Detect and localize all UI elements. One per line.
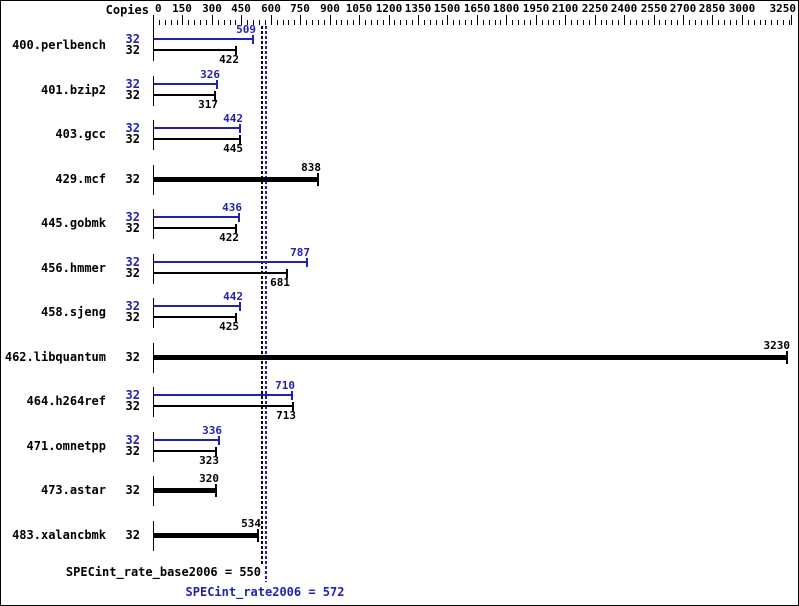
axis-tick-label: 3000 — [728, 2, 756, 15]
bar-value-label: 838 — [301, 161, 321, 174]
axis-minor-tick — [259, 20, 260, 25]
axis-tick-label: 2100 — [551, 2, 579, 15]
benchmark-label: 429.mcf — [55, 172, 106, 186]
axis-minor-tick — [171, 20, 172, 25]
axis-minor-tick — [665, 20, 666, 25]
axis-minor-tick — [377, 20, 378, 25]
axis-major-tick — [418, 15, 419, 25]
axis-minor-tick — [612, 20, 613, 25]
peak-bar — [154, 127, 241, 129]
axis-minor-tick — [730, 20, 731, 25]
axis-minor-tick — [430, 20, 431, 25]
bar-end-cap — [786, 351, 788, 364]
axis-major-tick — [712, 15, 713, 25]
axis-tick-label: 2400 — [610, 2, 638, 15]
axis-minor-tick — [500, 20, 501, 25]
copies-value: 32 — [125, 221, 140, 235]
peak-bar — [154, 216, 240, 218]
axis-tick-label: 0 — [155, 2, 162, 15]
copies-value: 32 — [125, 528, 140, 542]
axis-minor-tick — [659, 20, 660, 25]
copies-value: 32 — [125, 483, 140, 497]
axis-minor-tick — [559, 20, 560, 25]
base-bar — [154, 138, 241, 140]
copies-value: 32 — [125, 444, 140, 458]
axis-minor-tick — [777, 20, 778, 25]
bar-value-label: 317 — [198, 98, 218, 111]
axis-minor-tick — [577, 20, 578, 25]
copies-value: 32 — [125, 255, 140, 269]
axis-minor-tick — [754, 20, 755, 25]
axis-minor-tick — [312, 20, 313, 25]
axis-tick-label: 2250 — [581, 2, 609, 15]
copies-value: 32 — [125, 388, 140, 402]
base-bar — [154, 94, 216, 96]
benchmark-label: 483.xalancbmk — [12, 528, 106, 542]
bar-value-label: 436 — [222, 201, 242, 214]
copies-value: 32 — [125, 266, 140, 280]
axis-tick-label: 1950 — [522, 2, 550, 15]
peak-bar — [154, 38, 254, 40]
peak-bar — [154, 305, 241, 307]
benchmark-row — [1, 201, 798, 248]
benchmark-row — [1, 516, 798, 560]
axis-tick-label: 3250 — [769, 2, 796, 15]
bar-value-label: 787 — [290, 246, 310, 259]
bar-value-label: 442 — [223, 112, 243, 125]
axis-major-tick — [536, 15, 537, 25]
base-mean-label: SPECint_rate_base2006 = 550 — [65, 565, 261, 579]
axis-minor-tick — [159, 20, 160, 25]
benchmark-label: 456.hmmer — [40, 261, 106, 275]
axis-minor-tick — [489, 20, 490, 25]
axis-major-tick — [683, 15, 684, 25]
copies-value: 32 — [125, 121, 140, 135]
bar-value-label: 425 — [219, 320, 239, 333]
group-baseline — [153, 31, 154, 61]
axis-minor-tick — [306, 20, 307, 25]
axis-minor-tick — [648, 20, 649, 25]
group-baseline — [153, 76, 154, 106]
axis-minor-tick — [442, 20, 443, 25]
group-baseline — [153, 120, 154, 150]
copies-value: 32 — [125, 77, 140, 91]
copies-value: 32 — [125, 132, 140, 146]
axis-minor-tick — [771, 20, 772, 25]
axis-tick-label: 2850 — [698, 2, 726, 15]
axis-minor-tick — [383, 20, 384, 25]
bar-value-label: 326 — [200, 68, 220, 81]
axis-minor-tick — [524, 20, 525, 25]
axis-tick-label: 450 — [231, 2, 251, 15]
axis-minor-tick — [630, 20, 631, 25]
axis-tick-label: 900 — [320, 2, 340, 15]
copies-value: 32 — [125, 433, 140, 447]
axis-tick-label: 750 — [290, 2, 310, 15]
axis-minor-tick — [465, 20, 466, 25]
copies-value: 32 — [125, 43, 140, 57]
axis-minor-tick — [518, 20, 519, 25]
bar-value-label: 336 — [202, 424, 222, 437]
axis-minor-tick — [294, 20, 295, 25]
axis-minor-tick — [194, 20, 195, 25]
bar-value-label: 710 — [275, 379, 295, 392]
copies-value: 32 — [125, 210, 140, 224]
base-bar — [154, 49, 237, 51]
benchmark-label: 401.bzip2 — [40, 83, 106, 97]
axis-minor-tick — [606, 20, 607, 25]
benchmark-row — [1, 68, 798, 115]
benchmark-label: 473.astar — [40, 483, 106, 497]
axis-minor-tick — [424, 20, 425, 25]
bar-end-cap — [317, 173, 319, 186]
axis-minor-tick — [188, 20, 189, 25]
axis-minor-tick — [495, 20, 496, 25]
group-baseline — [153, 298, 154, 328]
axis-minor-tick — [394, 20, 395, 25]
axis-minor-tick — [406, 20, 407, 25]
axis-minor-tick — [542, 20, 543, 25]
axis-minor-tick — [671, 20, 672, 25]
axis-major-tick — [742, 15, 743, 25]
axis-minor-tick — [218, 20, 219, 25]
axis-minor-tick — [718, 20, 719, 25]
axis-major-tick — [212, 15, 213, 25]
benchmark-row — [1, 112, 798, 159]
axis-minor-tick — [571, 20, 572, 25]
base-bar — [154, 316, 237, 318]
axis-tick-label: 600 — [261, 2, 281, 15]
axis-major-tick — [153, 15, 154, 25]
axis-minor-tick — [707, 20, 708, 25]
benchmark-label: 464.h264ref — [26, 394, 106, 408]
axis-tick-label: 1800 — [492, 2, 520, 15]
copies-value: 32 — [125, 172, 140, 186]
benchmark-row — [1, 338, 798, 382]
bar-value-label: 534 — [241, 517, 261, 530]
benchmark-row — [1, 246, 798, 293]
axis-minor-tick — [760, 20, 761, 25]
axis-minor-tick — [336, 20, 337, 25]
axis-minor-tick — [200, 20, 201, 25]
group-baseline — [153, 254, 154, 284]
axis-minor-tick — [789, 20, 790, 25]
axis-tick-label: 2700 — [669, 2, 697, 15]
axis-minor-tick — [530, 20, 531, 25]
axis-major-tick — [389, 15, 390, 25]
copies-value: 32 — [125, 310, 140, 324]
copies-value: 32 — [125, 350, 140, 364]
bar-end-cap — [215, 484, 217, 497]
bar-end-cap — [257, 529, 259, 542]
benchmark-row — [1, 379, 798, 426]
bar-value-label: 422 — [219, 53, 239, 66]
bar-value-label: 681 — [270, 276, 290, 289]
axis-minor-tick — [400, 20, 401, 25]
axis-major-tick — [654, 15, 655, 25]
axis-minor-tick — [471, 20, 472, 25]
peak-bar — [154, 83, 218, 85]
peak-bar — [154, 261, 308, 263]
base-bar — [154, 272, 288, 274]
axis-major-tick — [565, 15, 566, 25]
benchmark-label: 471.omnetpp — [26, 439, 106, 453]
axis-major-tick — [624, 15, 625, 25]
axis-tick-label: 1050 — [345, 2, 373, 15]
bar-value-label: 323 — [199, 454, 219, 467]
axis-minor-tick — [636, 20, 637, 25]
peak-mean-label: SPECint_rate2006 = 572 — [185, 585, 345, 599]
benchmark-row — [1, 424, 798, 471]
bar-value-label: 320 — [199, 472, 219, 485]
base-bar — [154, 227, 237, 229]
axis-major-tick — [477, 15, 478, 25]
group-baseline — [153, 209, 154, 239]
axis-tick-label: 150 — [172, 2, 192, 15]
bar-value-label: 445 — [223, 142, 243, 155]
benchmark-row — [1, 290, 798, 337]
axis-major-tick — [506, 15, 507, 25]
axis-minor-tick — [553, 20, 554, 25]
axis-minor-tick — [365, 20, 366, 25]
axis-minor-tick — [748, 20, 749, 25]
benchmark-label: 462.libquantum — [4, 350, 106, 364]
axis-minor-tick — [453, 20, 454, 25]
axis-minor-tick — [341, 20, 342, 25]
bar-value-label: 3230 — [763, 339, 790, 352]
axis-tick-label: 1350 — [404, 2, 432, 15]
peak-bar — [154, 439, 220, 441]
base-bar — [154, 450, 217, 452]
group-baseline — [153, 432, 154, 462]
benchmark-row — [1, 160, 798, 204]
base-bar — [154, 177, 319, 182]
axis-minor-tick — [601, 20, 602, 25]
axis-minor-tick — [371, 20, 372, 25]
axis-minor-tick — [412, 20, 413, 25]
axis-minor-tick — [677, 20, 678, 25]
base-bar — [154, 355, 788, 360]
bar-value-label: 509 — [236, 23, 256, 36]
axis-minor-tick — [583, 20, 584, 25]
axis-minor-tick — [347, 20, 348, 25]
axis-minor-tick — [736, 20, 737, 25]
axis-minor-tick — [436, 20, 437, 25]
axis-major-tick — [300, 15, 301, 25]
axis-minor-tick — [512, 20, 513, 25]
axis-minor-tick — [689, 20, 690, 25]
axis-minor-tick — [695, 20, 696, 25]
axis-tick-label: 1500 — [433, 2, 461, 15]
axis-minor-tick — [283, 20, 284, 25]
benchmark-label: 445.gobmk — [40, 216, 106, 230]
axis-minor-tick — [483, 20, 484, 25]
axis-minor-tick — [618, 20, 619, 25]
axis-minor-tick — [459, 20, 460, 25]
axis-minor-tick — [548, 20, 549, 25]
axis-minor-tick — [589, 20, 590, 25]
axis-minor-tick — [265, 20, 266, 25]
axis-major-tick — [791, 15, 792, 25]
axis-minor-tick — [206, 20, 207, 25]
axis-minor-tick — [165, 20, 166, 25]
axis-tick-label: 2550 — [640, 2, 668, 15]
axis-minor-tick — [277, 20, 278, 25]
axis-major-tick — [595, 15, 596, 25]
axis-minor-tick — [224, 20, 225, 25]
bar-value-label: 422 — [219, 231, 239, 244]
axis-minor-tick — [230, 20, 231, 25]
base-bar — [154, 533, 259, 538]
bar-value-label: 442 — [223, 290, 243, 303]
base-mean-line — [261, 26, 263, 564]
benchmark-label: 458.sjeng — [40, 305, 106, 319]
bar-value-label: 713 — [276, 409, 296, 422]
benchmark-label: 400.perlbench — [12, 38, 106, 52]
axis-minor-tick — [765, 20, 766, 25]
axis-tick-label: 300 — [202, 2, 222, 15]
axis-minor-tick — [177, 20, 178, 25]
copies-value: 32 — [125, 88, 140, 102]
axis-minor-tick — [318, 20, 319, 25]
benchmark-label: 403.gcc — [55, 127, 106, 141]
benchmark-row — [1, 471, 798, 515]
axis-minor-tick — [642, 20, 643, 25]
group-baseline — [153, 387, 154, 417]
axis-tick-label: 1200 — [375, 2, 403, 15]
axis-major-tick — [182, 15, 183, 25]
axis-major-tick — [359, 15, 360, 25]
axis-major-tick — [447, 15, 448, 25]
base-bar — [154, 405, 294, 407]
copies-column-header: Copies — [105, 3, 149, 17]
axis-minor-tick — [324, 20, 325, 25]
axis-minor-tick — [783, 20, 784, 25]
peak-mean-line — [265, 26, 267, 582]
copies-value: 32 — [125, 32, 140, 46]
axis-minor-tick — [353, 20, 354, 25]
axis-tick-label: 1650 — [463, 2, 491, 15]
axis-major-tick — [330, 15, 331, 25]
axis-minor-tick — [724, 20, 725, 25]
axis-minor-tick — [288, 20, 289, 25]
axis-major-tick — [271, 15, 272, 25]
copies-value: 32 — [125, 399, 140, 413]
base-bar — [154, 488, 217, 493]
axis-minor-tick — [701, 20, 702, 25]
copies-value: 32 — [125, 299, 140, 313]
peak-bar — [154, 394, 293, 396]
benchmark-row — [1, 23, 798, 70]
